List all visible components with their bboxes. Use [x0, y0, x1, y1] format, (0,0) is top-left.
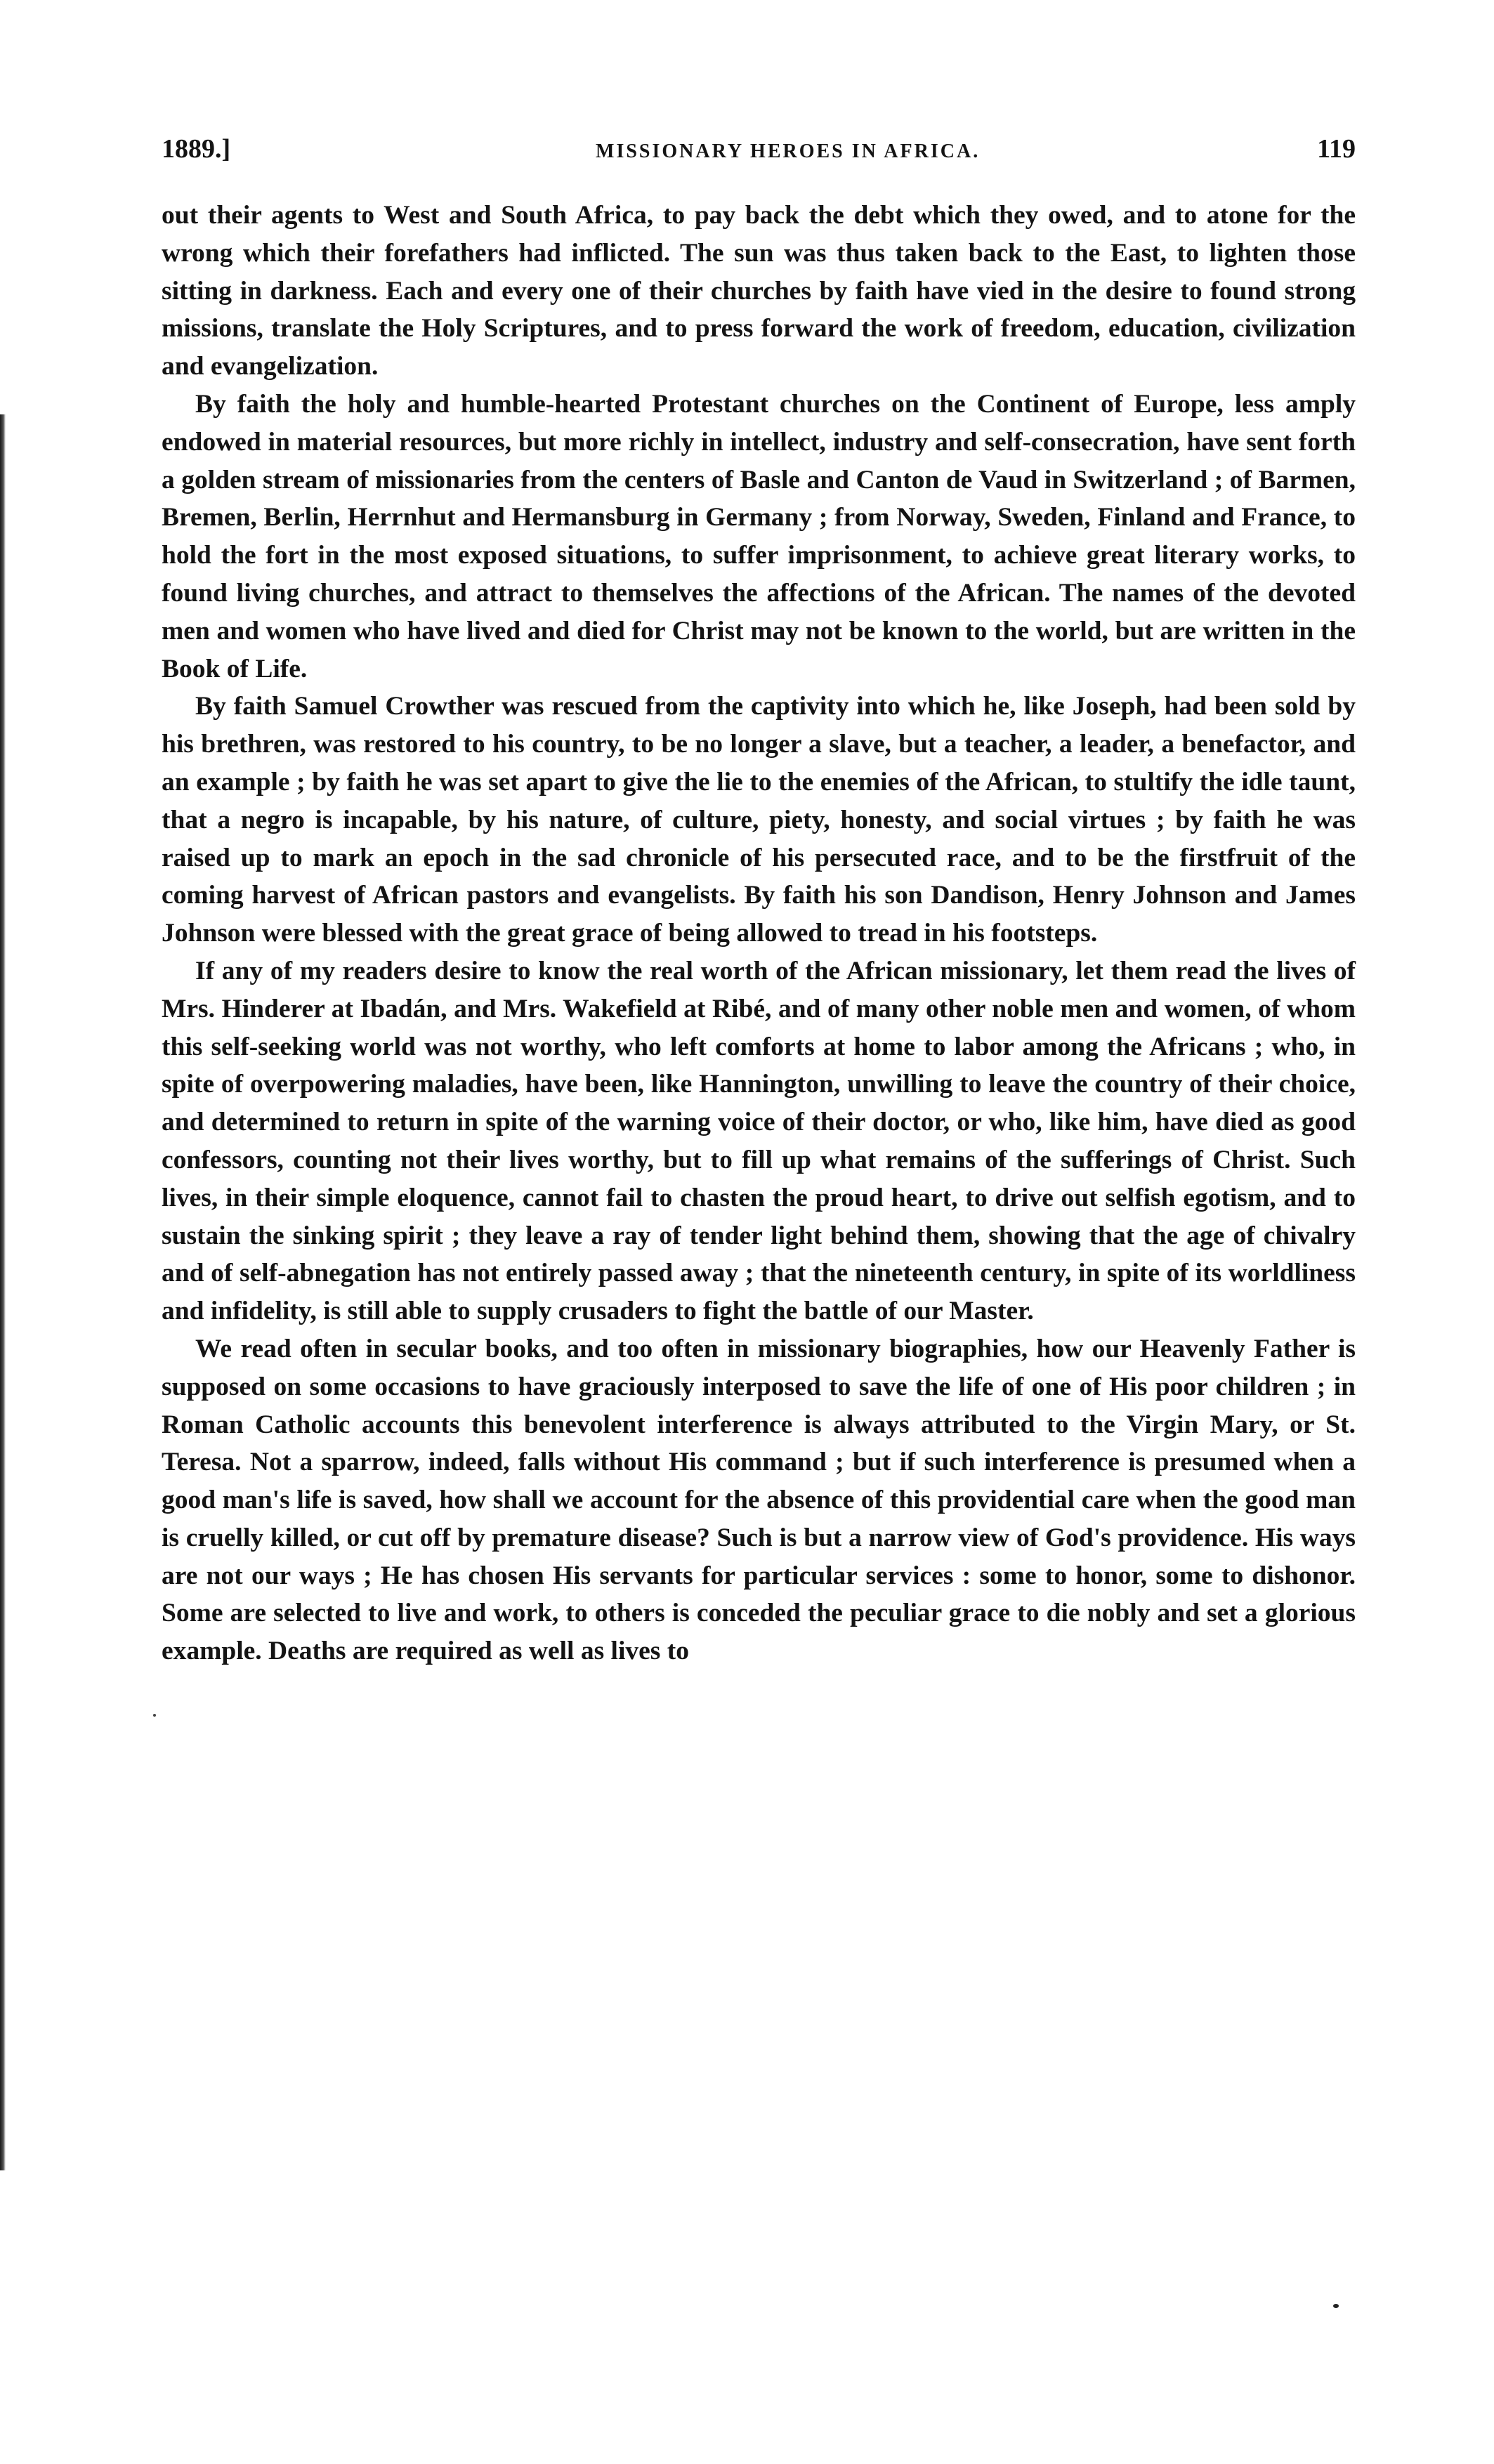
paragraph-3: By faith Samuel Crowther was rescued from the captivity into which he, like Joseph, had been sold by his brethren, was restored to his country, to be no longer a slave, but a teacher, a leader, a benefactor, and an example ; by faith he was set apart to give the lie to the enemies of the African, to stultify the idle taunt, that a negro is incapable, by his nature, of culture, piety, honesty, and social virtues ; by faith he was raised up to mark an epoch in the sad chronicle of his persecuted race, and to be the firstfruit of the coming harvest of African pastors and evangelists. By faith his son Dandison, Henry Johnson and James Johnson were blessed with the great grace of being allowed to tread in his footsteps. — [162, 692, 1356, 948]
running-head — [162, 133, 1356, 176]
book-page — [162, 133, 1356, 1670]
paragraph-5: We read often in secular books, and too often in missionary biographies, how our Heavenly Father is supposed on some occasions to have graciously interposed to save the life of one of His poor children ; in Roman Catholic accounts this benevolent interference is always attributed to the Virgin Mary, or St. Teresa. Not a sparrow, indeed, falls without His command ; but if such interference is presumed when a good man's life is saved, how shall we account for the absence of this providential care when the good man is cruelly killed, or cut off by premature disease? Such is but a narrow view of God's providence. His ways are not our ways ; He has chosen His servants for particular services : some to honor, some to dishonor. Some are selected to live and work, to others is conceded the peculiar grace to die nobly and set a glorious example. Deaths are required as well as lives to — [162, 1334, 1356, 1666]
paragraph-1: out their agents to West and South Africa, to pay back the debt which they owed, and to atone for the wrong which their forefathers had inflicted. The sun was thus taken back to the East, to lighten those sitting in darkness. Each and every one of their churches by faith have vied in the desire to found strong missions, translate the Holy Scriptures, and to press forward the work of freedom, education, civilization and evangelization. — [162, 201, 1356, 381]
ink-speck — [1333, 2304, 1339, 2308]
scan-binding-edge — [0, 414, 6, 2170]
body-text — [162, 197, 1356, 1670]
ink-speck-small — [153, 1714, 156, 1717]
paragraph-2: By faith the holy and humble-hearted Protestant churches on the Continent of Europe, less amply endowed in material resources, but more richly in intellect, industry and self-consecration, have sent forth a golden stream of missionaries from the centers of Basle and Canton de Vaud in Switzerland ; of Barmen, Bremen, Berlin, Herrnhut and Hermansburg in Germany ; from Norway, Sweden, Finland and France, to hold the fort in the most exposed situations, to suffer imprisonment, to achieve great literary works, to found living churches, and attract to themselves the affections of the African. The names of the devoted men and women who have lived and died for Christ may not be known to the world, but are written in the Book of Life. — [162, 389, 1356, 683]
page-number: 119 — [1317, 134, 1356, 164]
header-title: MISSIONARY HEROES IN AFRICA. — [596, 140, 981, 162]
header-year: 1889.] — [162, 134, 231, 164]
paragraph-4: If any of my readers desire to know the real worth of the African missionary, let them read the lives of Mrs. Hinderer at Ibadán, and Mrs. Wakefield at Ribé, and of many other noble men and women, of whom this self-seeking world was not worthy, who left comforts at home to labor among the Africans ; who, in spite of overpowering maladies, have been, like Hannington, unwilling to leave the country of their choice, and determined to return in spite of the warning voice of their doctor, or who, like him, have died as good confessors, counting not their lives worthy, but to fill up what remains of the sufferings of Christ. Such lives, in their simple eloquence, cannot fail to chasten the proud heart, to drive out selfish egotism, and to sustain the sinking spirit ; they leave a ray of tender light behind them, showing that the age of chivalry and of self-abnegation has not entirely passed away ; that the nineteenth century, in spite of its worldliness and infidelity, is still able to supply crusaders to fight the battle of our Master. — [162, 956, 1356, 1326]
